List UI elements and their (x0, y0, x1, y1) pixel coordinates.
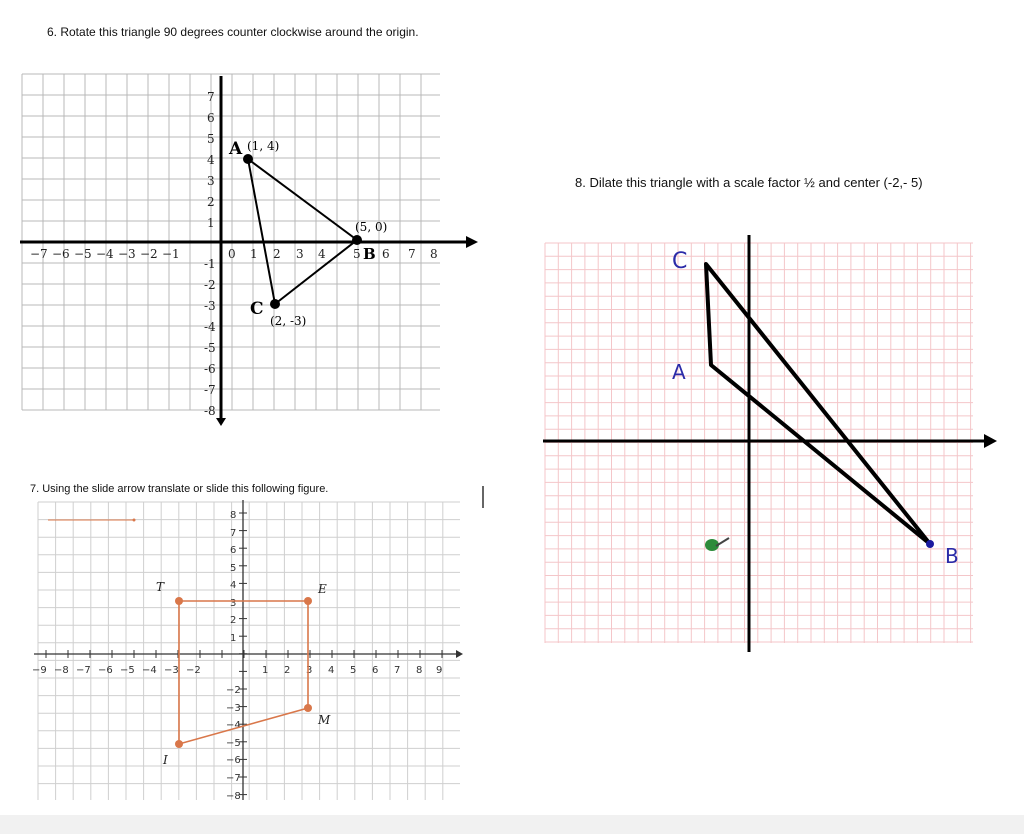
g1-x-tick: 6 (382, 247, 390, 261)
point-c-label: C (250, 299, 264, 319)
point-c-coord: (2, -3) (270, 314, 307, 328)
point-i (175, 740, 183, 748)
g2-x-tick: −4 (142, 665, 157, 676)
g2-x-tick: 8 (416, 665, 423, 676)
g1-x-tick: −2 (140, 247, 158, 261)
g1-x-tick: 5 (353, 247, 361, 261)
question-7: 7. Using the slide arrow translate or slide this following figure. (30, 483, 329, 495)
triangle-cab (706, 264, 930, 544)
g2-x-tick: 2 (284, 665, 291, 676)
g1-x-tick: −6 (52, 247, 70, 261)
g2-x-tick: 9 (436, 665, 443, 676)
g1-y-tick: 5 (207, 132, 215, 146)
point-t-label: T (156, 580, 165, 594)
g2-y-tick: −7 (226, 773, 241, 784)
page-footer-bar (0, 815, 1024, 834)
g1-y-tick: -1 (204, 257, 216, 271)
g1-y-tick: 1 (207, 216, 215, 230)
point-m-label: M (318, 713, 331, 727)
point-a (243, 154, 253, 164)
g1-x-tick: 0 (228, 247, 236, 261)
g2-x-tick: 4 (328, 665, 335, 676)
g2-x-tick: 1 (262, 665, 269, 676)
g1-y-tick: -4 (204, 320, 216, 334)
g1-x-tick: 4 (318, 247, 326, 261)
g1-x-tick: 2 (273, 247, 281, 261)
g2-y-tick: −3 (226, 703, 241, 714)
point-c (270, 299, 280, 309)
question-6: 6. Rotate this triangle 90 degrees counter clockwise around the origin. (47, 25, 419, 39)
point-a-label: A (229, 139, 243, 159)
g1-x-tick: −3 (118, 247, 136, 261)
handwritten-b-label: B (945, 544, 959, 568)
g2-y-tick: 5 (230, 563, 237, 574)
g2-x-tick: −2 (186, 665, 201, 676)
g1-x-tick: 7 (408, 247, 416, 261)
g1-y-tick: 7 (207, 90, 215, 104)
handwritten-a-label: A (672, 360, 686, 384)
point-i-label: I (163, 753, 168, 767)
point-b-label: B (363, 245, 376, 263)
graph-2-x-arrow-icon (456, 650, 463, 658)
g2-x-tick: 3 (306, 665, 313, 676)
point-b-dot (926, 540, 934, 548)
g1-y-tick: -7 (204, 383, 216, 397)
g2-y-tick: −8 (226, 791, 241, 802)
graph-1 (20, 74, 478, 426)
g1-y-tick: -5 (204, 341, 216, 355)
triangle-abc (248, 159, 357, 304)
graph-3-grid (545, 243, 973, 643)
graph-3-x-arrow-icon (984, 434, 997, 448)
point-b-coord: (5, 0) (355, 220, 388, 234)
g1-y-tick: 6 (207, 111, 215, 125)
g1-x-tick: −4 (96, 247, 114, 261)
point-t (175, 597, 183, 605)
g2-x-tick: 6 (372, 665, 379, 676)
g1-x-tick: −7 (30, 247, 48, 261)
g1-y-tick: 2 (207, 195, 215, 209)
g2-y-tick: 4 (230, 580, 237, 591)
g1-y-tick: 3 (207, 174, 215, 188)
point-m (304, 704, 312, 712)
handwritten-c-label: C (672, 249, 688, 274)
g2-x-tick: −6 (98, 665, 113, 676)
graph-1-x-arrow-icon (466, 236, 478, 248)
g2-y-tick: −2 (226, 685, 241, 696)
point-b (352, 235, 362, 245)
g2-x-tick: 5 (350, 665, 357, 676)
question-8: 8. Dilate this triangle with a scale factor ½ and center (-2,- 5) (575, 175, 923, 190)
g2-x-tick: −5 (120, 665, 135, 676)
g2-y-tick: 1 (230, 633, 237, 644)
g1-y-tick: -8 (204, 404, 216, 418)
g2-y-tick: 6 (230, 545, 237, 556)
point-a-coord: (1, 4) (247, 139, 280, 153)
g2-y-tick: −4 (226, 720, 241, 731)
graph-2 (32, 500, 463, 802)
g2-x-tick: −9 (32, 665, 47, 676)
g1-x-tick: −5 (74, 247, 92, 261)
g1-x-tick: 8 (430, 247, 438, 261)
g1-x-tick: 1 (250, 247, 258, 261)
g1-y-tick: 4 (207, 153, 215, 167)
g1-x-tick: −1 (162, 247, 180, 261)
graph-2-grid (38, 502, 460, 800)
graph-1-y-arrow-icon (216, 418, 226, 426)
g2-y-tick: −5 (226, 738, 241, 749)
g2-x-tick: 7 (394, 665, 401, 676)
g2-y-tick: 3 (230, 598, 237, 609)
g2-x-tick: −8 (54, 665, 69, 676)
g1-y-tick: -2 (204, 278, 216, 292)
g2-y-tick: 8 (230, 510, 237, 521)
g2-x-tick: −7 (76, 665, 91, 676)
g2-y-tick: −6 (226, 755, 241, 766)
point-e-label: E (318, 582, 327, 596)
g1-y-tick: -3 (204, 299, 216, 313)
slide-arrow-head (133, 519, 136, 522)
g2-y-tick: 7 (230, 528, 237, 539)
graph-3 (543, 235, 997, 652)
g2-x-tick: −3 (164, 665, 179, 676)
g1-y-tick: -6 (204, 362, 216, 376)
g1-x-tick: 3 (296, 247, 304, 261)
g2-y-tick: 2 (230, 615, 237, 626)
point-e (304, 597, 312, 605)
